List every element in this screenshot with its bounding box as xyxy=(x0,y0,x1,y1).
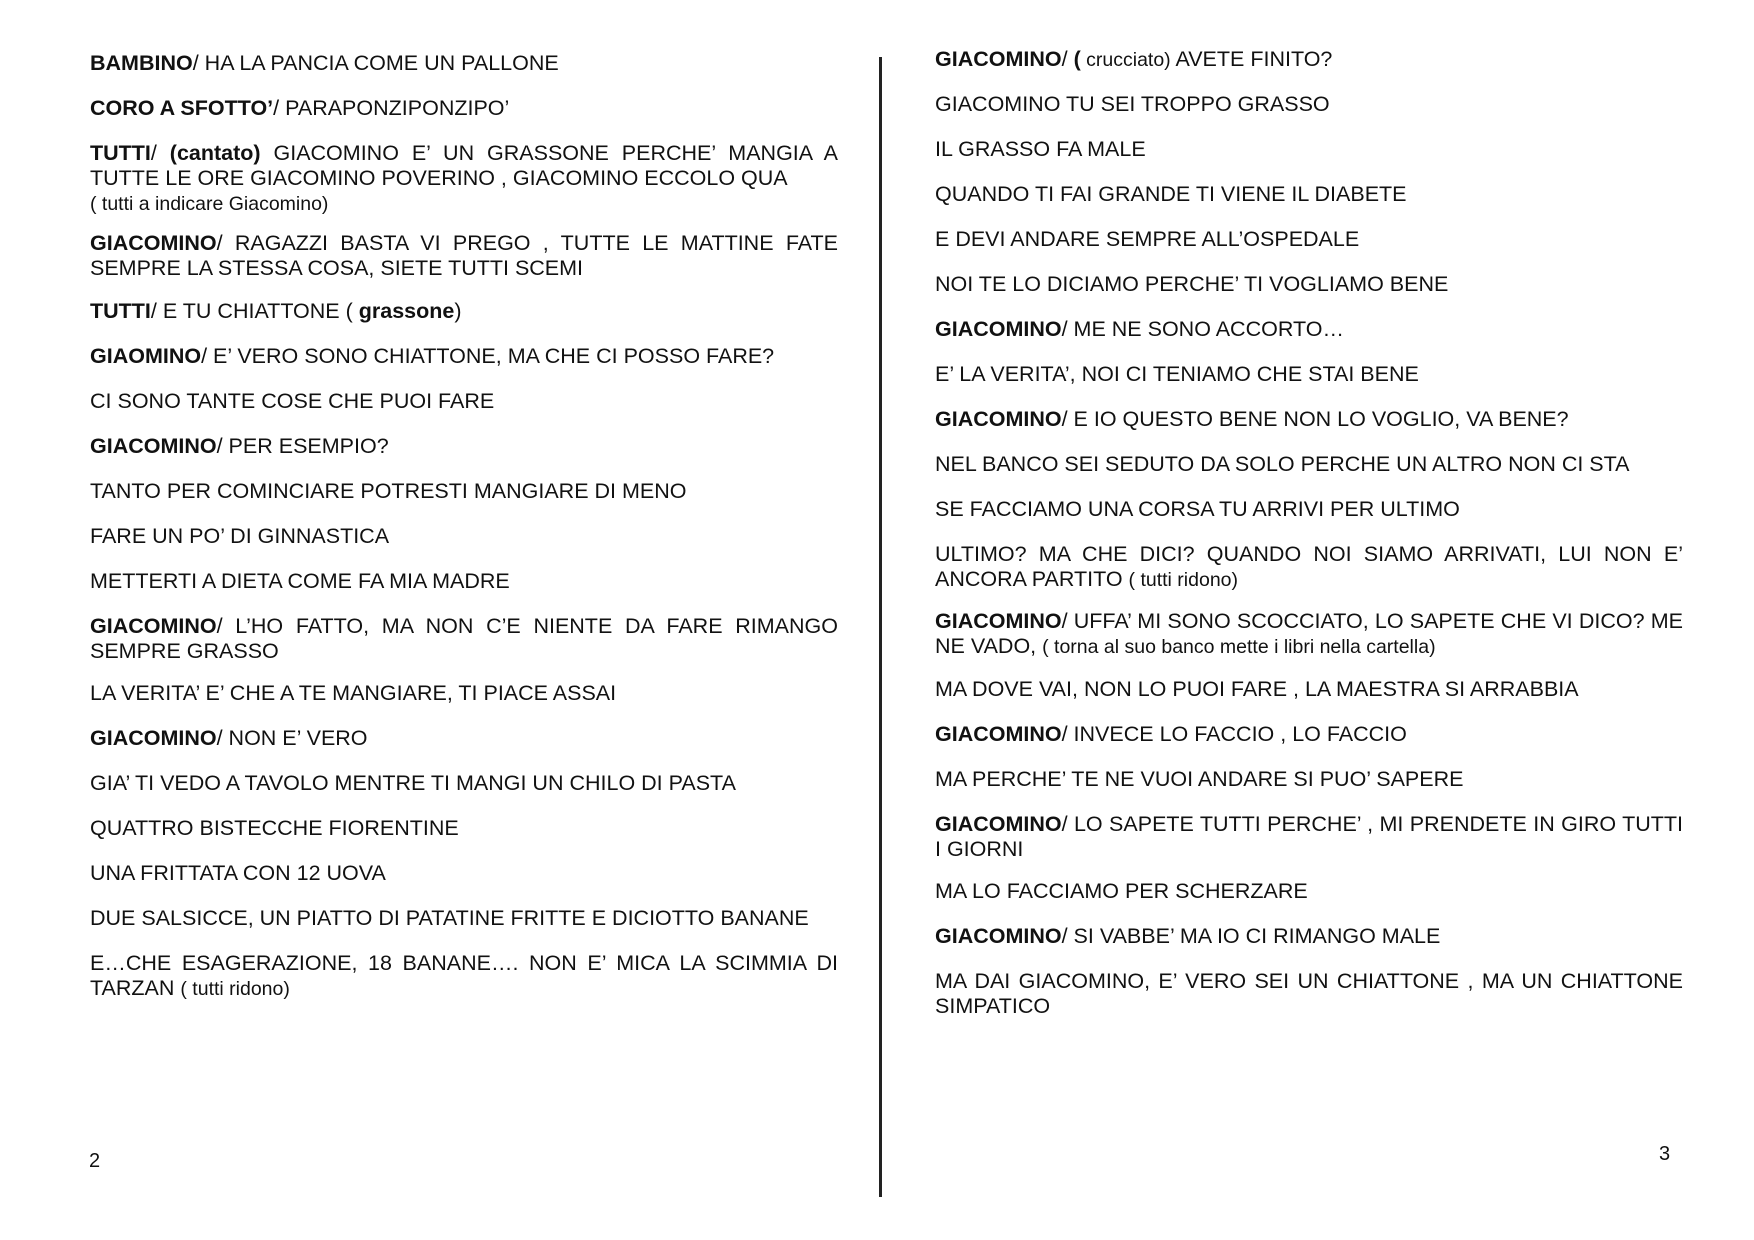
speaker-name: GIACOMINO xyxy=(90,726,217,750)
separator: / xyxy=(150,141,170,165)
line-text: IL GRASSO FA MALE xyxy=(935,137,1146,161)
script-line xyxy=(90,434,838,459)
speaker-name: GIACOMINO xyxy=(90,614,217,638)
script-line xyxy=(935,497,1683,522)
page-number: 2 xyxy=(89,1150,101,1172)
line-text: NOI TE LO DICIAMO PERCHE’ TI VOGLIAMO BENE xyxy=(935,272,1449,296)
line-text: / HA LA PANCIA COME UN PALLONE xyxy=(192,51,559,75)
script-line xyxy=(935,924,1683,949)
line-text: / E TU CHIATTONE ( xyxy=(150,299,359,323)
line-text-tail: ) xyxy=(454,299,462,323)
script-line xyxy=(90,479,838,504)
speaker-name: GIACOMINO xyxy=(90,231,217,255)
speaker-name: GIACOMINO xyxy=(90,434,217,458)
line-text: MA DAI GIACOMINO, E’ VERO SEI UN CHIATTONE , MA UN CHIATTONE SIMPATICO xyxy=(935,969,1683,1018)
line-text: FARE UN PO’ DI GINNASTICA xyxy=(90,524,390,548)
script-line xyxy=(935,812,1683,862)
line-text: / NON E’ VERO xyxy=(216,726,368,750)
line-text: / xyxy=(1061,47,1074,71)
line-text: / INVECE LO FACCIO , LO FACCIO xyxy=(1061,722,1407,746)
line-text: TANTO PER COMINCIARE POTRESTI MANGIARE DI MENO xyxy=(90,479,687,503)
line-text: METTERTI A DIETA COME FA MIA MADRE xyxy=(90,569,510,593)
line-text: / UFFA’ MI SONO SCOCCIATO, LO SAPETE CHE VI DICO? ME NE VADO, xyxy=(935,609,1683,658)
line-text: GIACOMINO TU SEI TROPPO GRASSO xyxy=(935,92,1330,116)
script-line xyxy=(90,96,838,121)
script-line xyxy=(90,344,838,369)
script-line xyxy=(935,609,1683,660)
script-line xyxy=(90,951,838,1002)
stage-direction: ( tutti a indicare Giacomino) xyxy=(90,193,329,215)
script-line xyxy=(90,816,838,841)
line-text: E…CHE ESAGERAZIONE, 18 BANANE…. NON E’ MICA LA SCIMMIA DI TARZAN xyxy=(90,951,838,1000)
script-line xyxy=(935,677,1683,702)
line-text: E’ LA VERITA’, NOI CI TENIAMO CHE STAI BENE xyxy=(935,362,1419,386)
script-line xyxy=(935,317,1683,342)
line-text: QUANDO TI FAI GRANDE TI VIENE IL DIABETE xyxy=(935,182,1407,206)
paren-open: ( xyxy=(1073,47,1081,71)
stage-direction: (cantato) xyxy=(169,141,261,165)
script-line xyxy=(935,407,1683,432)
script-line xyxy=(935,879,1683,904)
script-line xyxy=(90,681,838,706)
line-text: GIACOMINO E’ UN GRASSONE PERCHE’ MANGIA A TUTTE LE ORE GIACOMINO POVERINO , GIACOMINO ECCOLO QUA xyxy=(90,141,838,190)
line-text: CI SONO TANTE COSE CHE PUOI FARE xyxy=(90,389,495,413)
stage-direction: ( torna al suo banco mette i libri nella cartella) xyxy=(1042,636,1436,658)
speaker-name: GIACOMINO xyxy=(935,609,1062,633)
speaker-name: CORO A SFOTTO’ xyxy=(90,96,274,120)
speaker-name: GIACOMINO xyxy=(935,407,1062,431)
line-text: ULTIMO? MA CHE DICI? QUANDO NOI SIAMO ARRIVATI, LUI NON E’ ANCORA PARTITO xyxy=(935,542,1683,591)
line-text: / ME NE SONO ACCORTO… xyxy=(1061,317,1344,341)
line-text: NEL BANCO SEI SEDUTO DA SOLO PERCHE UN ALTRO NON CI STA xyxy=(935,452,1630,476)
script-line xyxy=(90,389,838,414)
script-line xyxy=(90,614,838,664)
speaker-name: GIACOMINO xyxy=(935,317,1062,341)
speaker-name: TUTTI xyxy=(90,299,151,323)
line-text: / PARAPONZIPONZIPO’ xyxy=(273,96,510,120)
speaker-name: GIACOMINO xyxy=(935,924,1062,948)
speaker-name: GIACOMINO xyxy=(935,812,1062,836)
script-line xyxy=(90,569,838,594)
script-line xyxy=(935,452,1683,477)
line-text: / L’HO FATTO, MA NON C’E NIENTE DA FARE RIMANGO SEMPRE GRASSO xyxy=(90,614,838,663)
line-text: UNA FRITTATA CON 12 UOVA xyxy=(90,861,386,885)
script-line xyxy=(935,722,1683,747)
script-line xyxy=(90,861,838,886)
speaker-name: GIACOMINO xyxy=(935,47,1062,71)
script-line xyxy=(935,182,1683,207)
line-text: / SI VABBE’ MA IO CI RIMANGO MALE xyxy=(1061,924,1441,948)
page-divider xyxy=(879,57,882,1197)
script-line xyxy=(935,969,1683,1019)
script-line xyxy=(935,47,1683,73)
line-text: LA VERITA’ E’ CHE A TE MANGIARE, TI PIACE ASSAI xyxy=(90,681,617,705)
script-line xyxy=(935,767,1683,792)
script-line xyxy=(90,906,838,931)
line-text: SE FACCIAMO UNA CORSA TU ARRIVI PER ULTIMO xyxy=(935,497,1460,521)
line-text: MA DOVE VAI, NON LO PUOI FARE , LA MAESTRA SI ARRABBIA xyxy=(935,677,1579,701)
line-text: DUE SALSICCE, UN PIATTO DI PATATINE FRITTE E DICIOTTO BANANE xyxy=(90,906,809,930)
line-text: MA LO FACCIAMO PER SCHERZARE xyxy=(935,879,1308,903)
script-line xyxy=(935,362,1683,387)
script-line xyxy=(935,227,1683,252)
right-page xyxy=(890,0,1754,1240)
page-number: 3 xyxy=(1659,1143,1671,1165)
line-text: / E IO QUESTO BENE NON LO VOGLIO, VA BENE? xyxy=(1061,407,1569,431)
speaker-name: BAMBINO xyxy=(90,51,193,75)
script-line xyxy=(90,726,838,751)
script-line xyxy=(90,51,838,76)
speaker-name: GIACOMINO xyxy=(935,722,1062,746)
stage-direction: grassone xyxy=(358,299,455,323)
line-text: / E’ VERO SONO CHIATTONE, MA CHE CI POSSO FARE? xyxy=(201,344,775,368)
line-text: QUATTRO BISTECCHE FIORENTINE xyxy=(90,816,459,840)
line-text: / PER ESEMPIO? xyxy=(216,434,389,458)
line-text: / LO SAPETE TUTTI PERCHE’ , MI PRENDETE IN GIRO TUTTI I GIORNI xyxy=(935,812,1683,861)
line-text: / RAGAZZI BASTA VI PREGO , TUTTE LE MATTINE FATE SEMPRE LA STESSA COSA, SIETE TUTTI SCEMI xyxy=(90,231,838,280)
script-line xyxy=(90,141,838,217)
script-line xyxy=(935,272,1683,297)
script-line xyxy=(90,524,838,549)
line-text: MA PERCHE’ TE NE VUOI ANDARE SI PUO’ SAPERE xyxy=(935,767,1464,791)
script-line xyxy=(90,299,838,324)
line-text: GIA’ TI VEDO A TAVOLO MENTRE TI MANGI UN CHILO DI PASTA xyxy=(90,771,736,795)
script-line xyxy=(935,137,1683,162)
line-text: E DEVI ANDARE SEMPRE ALL’OSPEDALE xyxy=(935,227,1360,251)
speaker-name: TUTTI xyxy=(90,141,151,165)
stage-direction: crucciato) xyxy=(1080,49,1171,71)
stage-direction: ( tutti ridono) xyxy=(1128,569,1239,591)
line-text-tail: AVETE FINITO? xyxy=(1170,47,1333,71)
script-line xyxy=(935,92,1683,117)
script-line xyxy=(935,542,1683,593)
script-line xyxy=(90,771,838,796)
speaker-name: GIAOMINO xyxy=(90,344,202,368)
stage-direction: ( tutti ridono) xyxy=(180,978,290,1000)
script-line xyxy=(90,231,838,281)
